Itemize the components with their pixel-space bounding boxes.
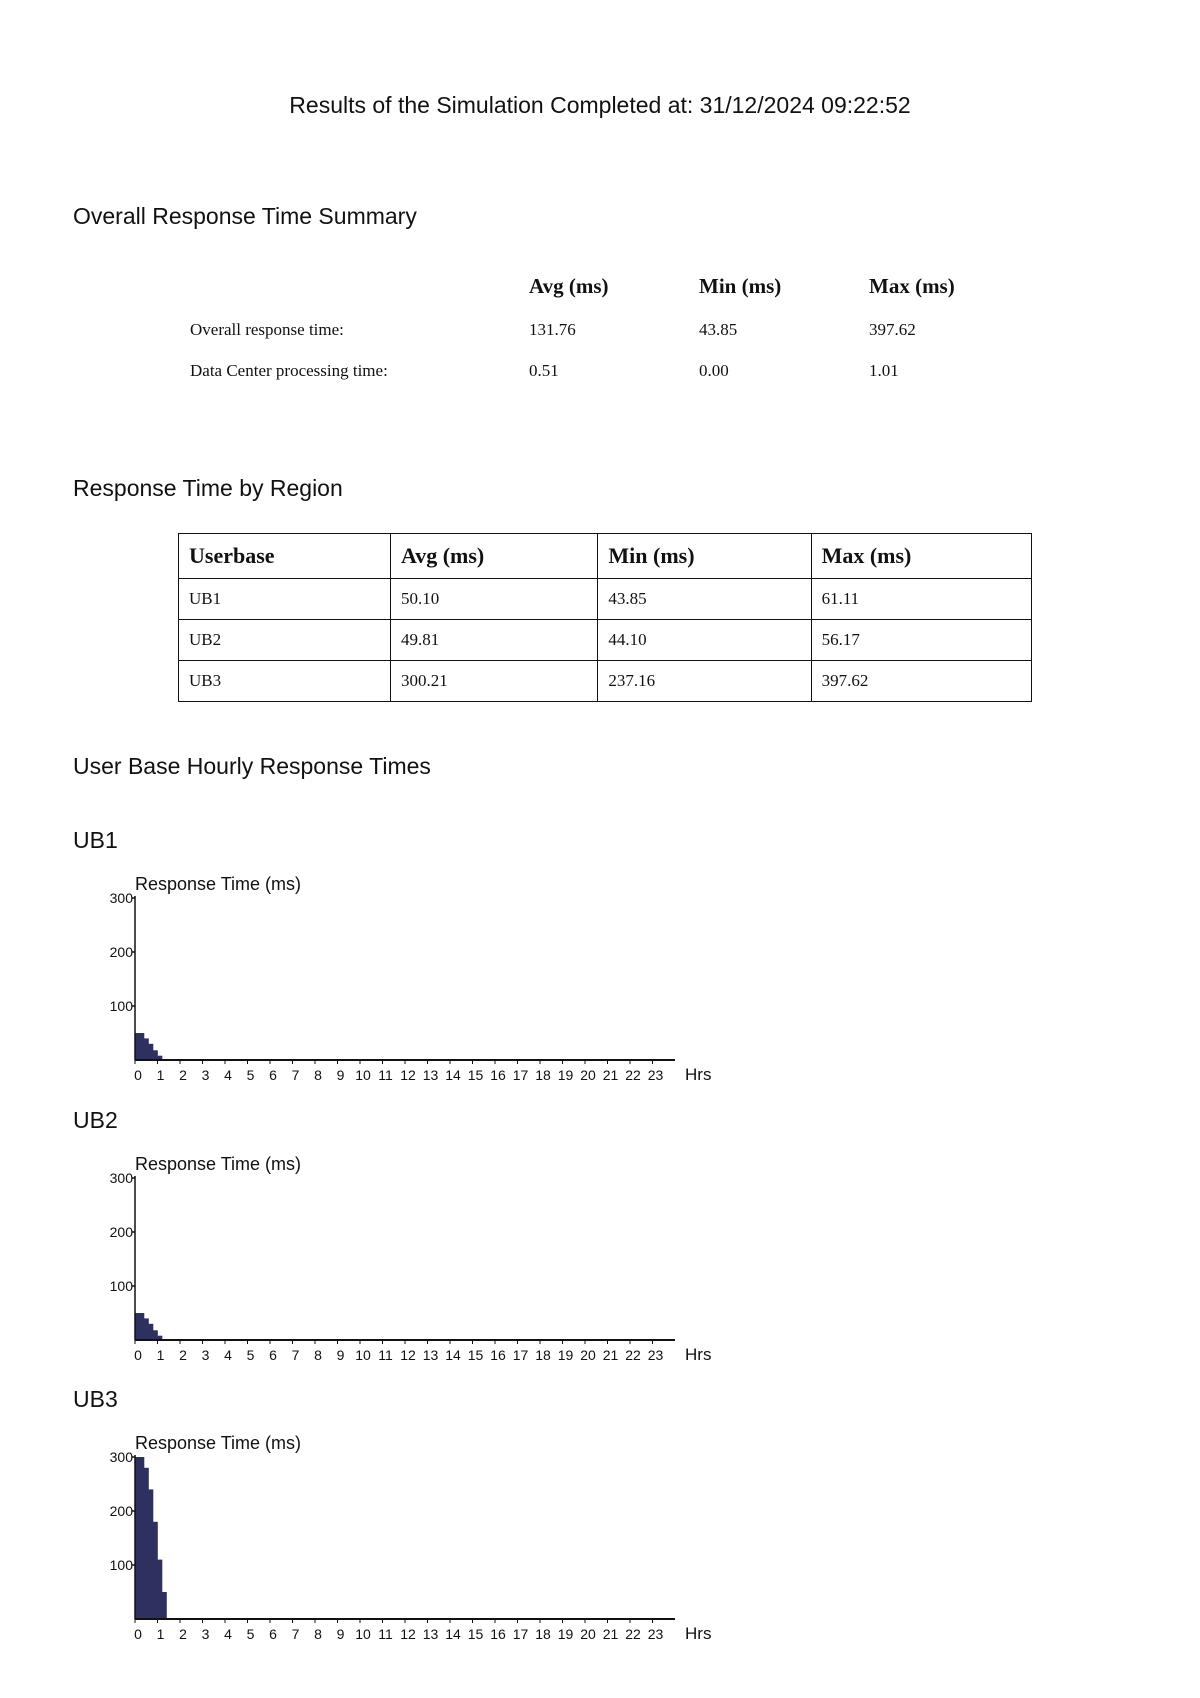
summary-row-max: 1.01 xyxy=(869,361,899,380)
x-axis-label: Hrs xyxy=(685,1624,712,1643)
x-tick-label: 4 xyxy=(224,1626,232,1642)
x-tick-label: 12 xyxy=(400,1067,416,1083)
table-cell: UB3 xyxy=(179,661,391,702)
x-tick-label: 1 xyxy=(156,1067,165,1083)
x-tick-label: 5 xyxy=(246,1626,255,1642)
y-tick-label: 300 xyxy=(109,1449,133,1465)
x-tick-label: 22 xyxy=(625,1067,641,1083)
x-tick-label: 0 xyxy=(134,1347,142,1363)
bar xyxy=(153,1050,158,1060)
table-row xyxy=(179,661,1032,702)
summary-row-min: 0.00 xyxy=(699,361,729,380)
x-tick-label: 15 xyxy=(467,1626,484,1642)
summary-row-max: 397.62 xyxy=(869,320,916,339)
x-tick-label: 16 xyxy=(490,1067,506,1083)
x-tick-label: 23 xyxy=(647,1347,664,1363)
x-tick-label: 14 xyxy=(445,1067,461,1083)
x-tick-label: 1 xyxy=(156,1626,165,1642)
x-tick-label: 6 xyxy=(269,1067,277,1083)
bar xyxy=(162,1592,167,1619)
x-tick-label: 8 xyxy=(314,1347,322,1363)
x-tick-label: 12 xyxy=(400,1626,416,1642)
y-axis-label: Response Time (ms) xyxy=(135,1433,302,1453)
y-axis-label: Response Time (ms) xyxy=(135,1154,302,1174)
x-tick-label: 11 xyxy=(378,1626,393,1642)
x-tick-label: 16 xyxy=(490,1626,506,1642)
x-tick-label: 18 xyxy=(535,1067,551,1083)
x-axis-label: Hrs xyxy=(685,1065,712,1084)
y-tick-label: 200 xyxy=(109,944,133,960)
y-tick-label: 100 xyxy=(109,1557,133,1573)
bar xyxy=(144,1318,149,1340)
summary-row-avg: 0.51 xyxy=(529,361,559,380)
region-table xyxy=(178,533,1032,702)
x-axis-label: Hrs xyxy=(685,1345,712,1364)
x-tick-label: 17 xyxy=(512,1347,529,1363)
x-tick-label: 13 xyxy=(422,1347,439,1363)
y-tick-label: 200 xyxy=(109,1224,133,1240)
summary-col-avg: Avg (ms) xyxy=(529,274,609,298)
x-tick-label: 5 xyxy=(246,1347,255,1363)
y-axis-label: Response Time (ms) xyxy=(135,874,302,894)
table-header-row xyxy=(179,534,1032,579)
table-cell: 50.10 xyxy=(390,579,597,620)
x-tick-label: 21 xyxy=(602,1067,619,1083)
x-tick-label: 10 xyxy=(355,1626,371,1642)
x-tick-label: 15 xyxy=(467,1067,484,1083)
bar xyxy=(149,1324,154,1340)
x-tick-label: 13 xyxy=(422,1626,439,1642)
y-tick-label: 200 xyxy=(109,1503,133,1519)
x-tick-label: 19 xyxy=(557,1067,574,1083)
y-tick-label: 100 xyxy=(109,998,133,1014)
x-tick-label: 3 xyxy=(201,1347,210,1363)
bar xyxy=(140,1313,145,1340)
ub3-hourly-chart xyxy=(90,1427,730,1647)
x-tick-label: 21 xyxy=(602,1626,619,1642)
table-cell: 44.10 xyxy=(598,620,811,661)
y-tick-label: 300 xyxy=(109,890,133,906)
x-tick-label: 0 xyxy=(134,1067,142,1083)
x-tick-label: 6 xyxy=(269,1626,277,1642)
x-tick-label: 22 xyxy=(625,1347,641,1363)
x-tick-label: 4 xyxy=(224,1347,232,1363)
x-tick-label: 15 xyxy=(467,1347,484,1363)
bar xyxy=(144,1468,149,1619)
x-tick-label: 8 xyxy=(314,1626,322,1642)
x-tick-label: 18 xyxy=(535,1347,551,1363)
table-header: Userbase xyxy=(179,534,391,579)
x-tick-label: 21 xyxy=(602,1347,619,1363)
x-tick-label: 18 xyxy=(535,1626,551,1642)
x-tick-label: 23 xyxy=(647,1067,664,1083)
table-header: Min (ms) xyxy=(598,534,811,579)
bar xyxy=(153,1330,158,1340)
x-tick-label: 10 xyxy=(355,1347,371,1363)
table-cell: 56.17 xyxy=(811,620,1031,661)
table-cell: 43.85 xyxy=(598,579,811,620)
bar xyxy=(144,1038,149,1060)
table-row xyxy=(179,620,1032,661)
region-heading: Response Time by Region xyxy=(73,475,343,501)
x-tick-label: 4 xyxy=(224,1067,232,1083)
x-tick-label: 5 xyxy=(246,1067,255,1083)
bar xyxy=(149,1489,154,1619)
y-tick-label: 100 xyxy=(109,1278,133,1294)
table-row xyxy=(179,579,1032,620)
x-tick-label: 10 xyxy=(355,1067,371,1083)
x-tick-label: 7 xyxy=(291,1067,300,1083)
chart-title-ub2: UB2 xyxy=(73,1107,118,1133)
summary-row-min: 43.85 xyxy=(699,320,738,339)
x-tick-label: 0 xyxy=(134,1626,142,1642)
x-tick-label: 19 xyxy=(557,1347,574,1363)
summary-col-max: Max (ms) xyxy=(869,274,955,298)
table-header: Avg (ms) xyxy=(390,534,597,579)
x-tick-label: 9 xyxy=(336,1347,345,1363)
summary-row-label: Overall response time: xyxy=(190,320,344,339)
chart-title-ub1: UB1 xyxy=(73,827,118,853)
table-cell: 397.62 xyxy=(811,661,1031,702)
x-tick-label: 9 xyxy=(336,1067,345,1083)
x-tick-label: 20 xyxy=(580,1067,596,1083)
bar xyxy=(158,1560,163,1619)
x-tick-label: 14 xyxy=(445,1347,461,1363)
table-cell: 61.11 xyxy=(811,579,1031,620)
table-cell: UB1 xyxy=(179,579,391,620)
x-tick-label: 7 xyxy=(291,1347,300,1363)
summary-col-min: Min (ms) xyxy=(699,274,782,298)
table-cell: 237.16 xyxy=(598,661,811,702)
summary-row-label: Data Center processing time: xyxy=(190,361,388,380)
x-tick-label: 2 xyxy=(179,1347,187,1363)
x-tick-label: 17 xyxy=(512,1626,529,1642)
x-tick-label: 6 xyxy=(269,1347,277,1363)
x-tick-label: 14 xyxy=(445,1626,461,1642)
x-tick-label: 16 xyxy=(490,1347,506,1363)
hourly-heading: User Base Hourly Response Times xyxy=(73,753,431,779)
x-tick-label: 19 xyxy=(557,1626,574,1642)
x-tick-label: 22 xyxy=(625,1626,641,1642)
summary-heading: Overall Response Time Summary xyxy=(73,203,417,229)
x-tick-label: 7 xyxy=(291,1626,300,1642)
table-cell: 49.81 xyxy=(390,620,597,661)
x-tick-label: 8 xyxy=(314,1067,322,1083)
page-title: Results of the Simulation Completed at: 31/12/2024 09:22:52 xyxy=(289,92,911,118)
x-tick-label: 12 xyxy=(400,1347,416,1363)
x-tick-label: 3 xyxy=(201,1067,210,1083)
summary-row-avg: 131.76 xyxy=(529,320,576,339)
x-tick-label: 11 xyxy=(378,1347,393,1363)
bar xyxy=(140,1457,145,1619)
table-cell: UB2 xyxy=(179,620,391,661)
x-tick-label: 17 xyxy=(512,1067,529,1083)
y-tick-label: 300 xyxy=(109,1170,133,1186)
table-header: Max (ms) xyxy=(811,534,1031,579)
table-cell: 300.21 xyxy=(390,661,597,702)
x-tick-label: 2 xyxy=(179,1626,187,1642)
ub1-hourly-chart xyxy=(90,868,730,1088)
x-tick-label: 11 xyxy=(378,1067,393,1083)
x-tick-label: 2 xyxy=(179,1067,187,1083)
x-tick-label: 13 xyxy=(422,1067,439,1083)
bar xyxy=(149,1044,154,1060)
bar xyxy=(140,1033,145,1060)
x-tick-label: 20 xyxy=(580,1347,596,1363)
x-tick-label: 20 xyxy=(580,1626,596,1642)
x-tick-label: 9 xyxy=(336,1626,345,1642)
bar xyxy=(153,1522,158,1619)
ub2-hourly-chart xyxy=(90,1148,730,1368)
chart-title-ub3: UB3 xyxy=(73,1386,118,1412)
x-tick-label: 23 xyxy=(647,1626,664,1642)
x-tick-label: 3 xyxy=(201,1626,210,1642)
x-tick-label: 1 xyxy=(156,1347,165,1363)
